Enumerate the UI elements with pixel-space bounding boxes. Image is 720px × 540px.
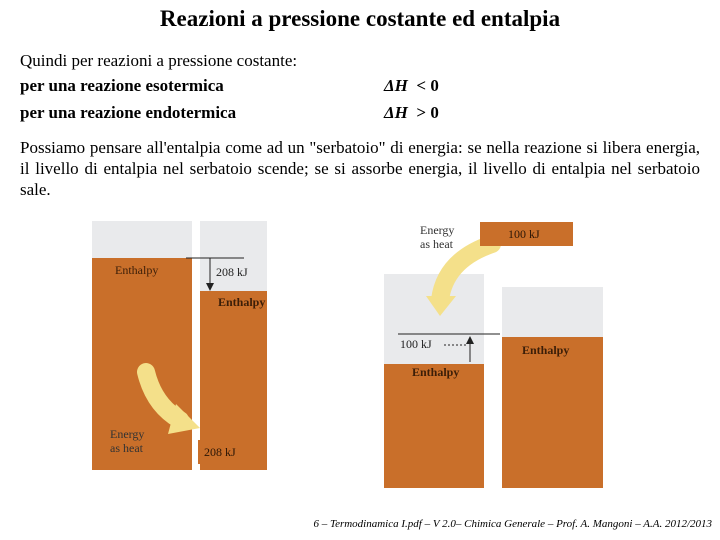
delta-label: 100 kJ — [400, 337, 432, 351]
tank-label: Enthalpy — [115, 263, 159, 277]
delta-h-relation: < 0 — [416, 76, 439, 95]
energy-label: Energy — [420, 223, 455, 237]
energy-label: as heat — [420, 237, 453, 251]
energy-label: as heat — [110, 441, 143, 455]
page-title: Reazioni a pressione costante ed entalpia — [159, 6, 561, 31]
endothermic-label: per una reazione endotermica — [20, 103, 237, 122]
page-footer: 6 – Termodinamica I.pdf – V 2.0– Chimica Generale – Prof. A. Mangoni – A.A. 2012/2013 — [313, 518, 712, 530]
endothermic-diagram — [384, 222, 603, 488]
heat-box-label: 208 kJ — [204, 445, 236, 459]
delta-h-symbol: ΔH — [384, 76, 408, 95]
delta-h-relation: > 0 — [416, 103, 439, 122]
intro-line: Quindi per reazioni a pressione costante: — [20, 51, 298, 70]
tank-label: Enthalpy — [218, 295, 266, 309]
tank-label: Enthalpy — [522, 343, 570, 357]
tank-enthalpy-fill — [384, 364, 484, 488]
heat-box-label: 100 kJ — [508, 227, 540, 241]
explanation-paragraph: Possiamo pensare all'entalpia come ad un "serbatoio" di energia: se nella reazione si libera energia, il livello di entalpia nel serbatoio scende; se si assorbe energia, il livello di entalpia nel serbatoio sale. — [20, 138, 700, 199]
delta-label: 208 kJ — [216, 265, 248, 279]
tank-empty-part — [502, 287, 603, 337]
tank-empty-part — [92, 221, 192, 258]
delta-h-symbol: ΔH — [384, 103, 408, 122]
exothermic-label: per una reazione esotermica — [20, 76, 224, 95]
tank-label: Enthalpy — [412, 365, 460, 379]
tank-enthalpy-fill — [502, 337, 603, 488]
energy-label: Energy — [110, 427, 145, 441]
exothermic-diagram — [92, 221, 267, 470]
